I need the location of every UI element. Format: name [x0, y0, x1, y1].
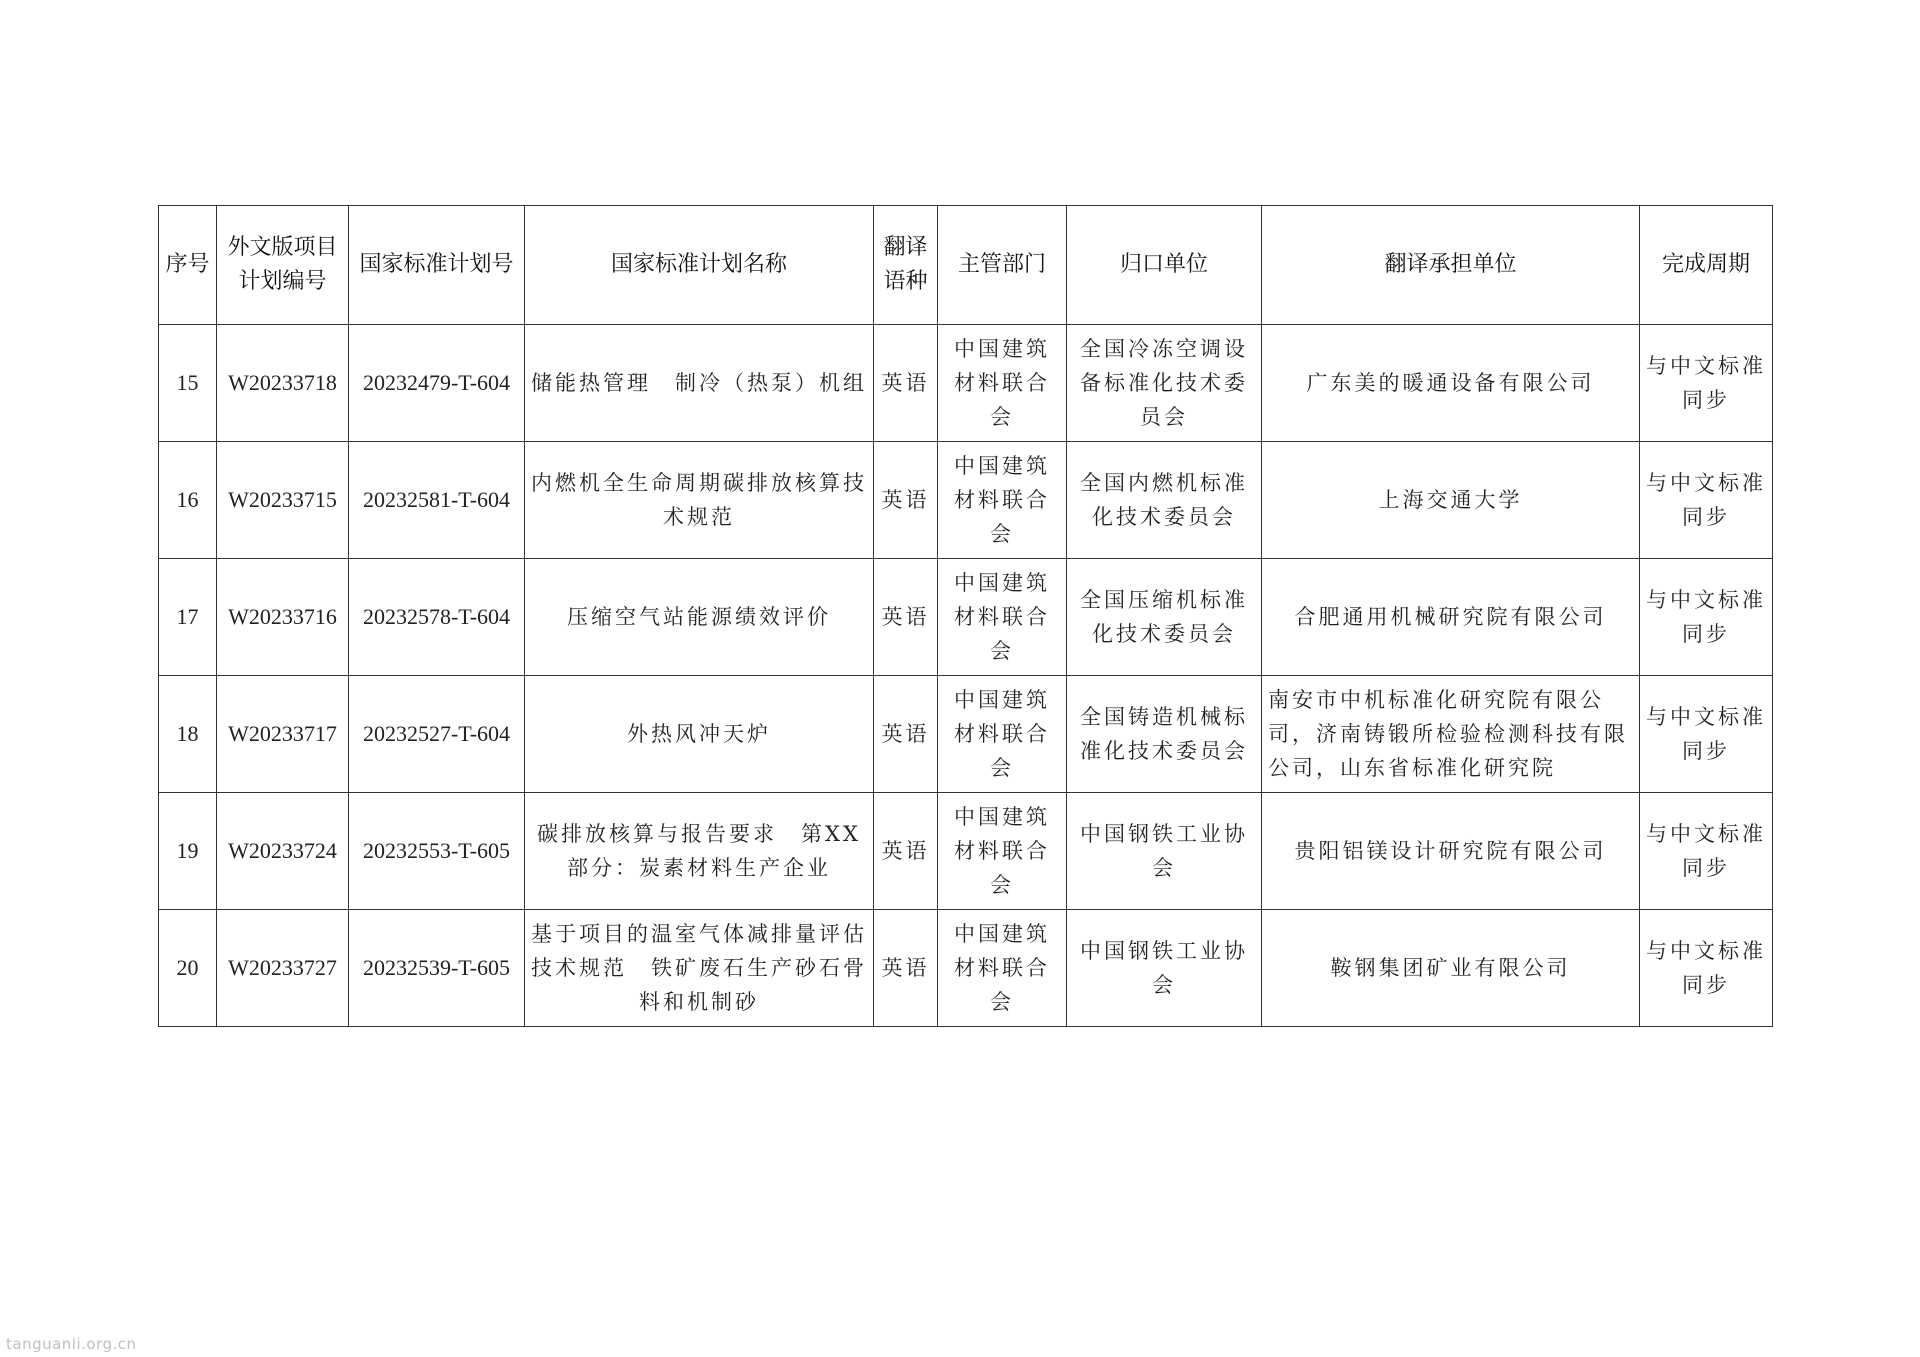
cell-centralized-unit: 中国钢铁工业协会: [1067, 910, 1262, 1027]
table-row: [159, 559, 1773, 676]
table-row: [159, 910, 1773, 1027]
cell-centralized-unit: 中国钢铁工业协会: [1067, 793, 1262, 910]
cell-department: 中国建筑材料联合会: [938, 325, 1067, 442]
col-header-period: 完成周期: [1640, 206, 1773, 325]
cell-seq: 15: [159, 325, 217, 442]
cell-period: 与中文标准同步: [1640, 910, 1773, 1027]
cell-foreign-plan-no: W20233717: [217, 676, 349, 793]
cell-seq: 19: [159, 793, 217, 910]
cell-seq: 18: [159, 676, 217, 793]
standards-table: [158, 205, 1773, 1027]
cell-centralized-unit: 全国铸造机械标准化技术委员会: [1067, 676, 1262, 793]
cell-centralized-unit: 全国内燃机标准化技术委员会: [1067, 442, 1262, 559]
cell-period: 与中文标准同步: [1640, 442, 1773, 559]
cell-name: 基于项目的温室气体减排量评估技术规范 铁矿废石生产砂石骨料和机制砂: [525, 910, 874, 1027]
cell-language: 英语: [874, 910, 938, 1027]
cell-centralized-unit: 全国冷冻空调设备标准化技术委员会: [1067, 325, 1262, 442]
cell-name: 储能热管理 制冷（热泵）机组: [525, 325, 874, 442]
cell-period: 与中文标准同步: [1640, 676, 1773, 793]
cell-department: 中国建筑材料联合会: [938, 910, 1067, 1027]
site-watermark: tanguanli.org.cn: [6, 1335, 137, 1353]
col-header-centralized-unit: 归口单位: [1067, 206, 1262, 325]
cell-translator: 鞍钢集团矿业有限公司: [1262, 910, 1640, 1027]
cell-national-plan-no: 20232539-T-605: [349, 910, 525, 1027]
cell-name: 压缩空气站能源绩效评价: [525, 559, 874, 676]
cell-department: 中国建筑材料联合会: [938, 676, 1067, 793]
col-header-national-plan-no: 国家标准计划号: [349, 206, 525, 325]
cell-national-plan-no: 20232578-T-604: [349, 559, 525, 676]
header-row: [159, 206, 1773, 325]
cell-foreign-plan-no: W20233715: [217, 442, 349, 559]
cell-name: 碳排放核算与报告要求 第XX部分：炭素材料生产企业: [525, 793, 874, 910]
cell-language: 英语: [874, 442, 938, 559]
cell-translator: 上海交通大学: [1262, 442, 1640, 559]
cell-foreign-plan-no: W20233718: [217, 325, 349, 442]
col-header-name: 国家标准计划名称: [525, 206, 874, 325]
cell-national-plan-no: 20232479-T-604: [349, 325, 525, 442]
cell-period: 与中文标准同步: [1640, 325, 1773, 442]
cell-department: 中国建筑材料联合会: [938, 559, 1067, 676]
col-header-seq: 序号: [159, 206, 217, 325]
cell-translator: 贵阳铝镁设计研究院有限公司: [1262, 793, 1640, 910]
cell-national-plan-no: 20232553-T-605: [349, 793, 525, 910]
cell-name: 外热风冲天炉: [525, 676, 874, 793]
cell-seq: 20: [159, 910, 217, 1027]
cell-language: 英语: [874, 559, 938, 676]
cell-translator: 合肥通用机械研究院有限公司: [1262, 559, 1640, 676]
cell-seq: 17: [159, 559, 217, 676]
cell-national-plan-no: 20232581-T-604: [349, 442, 525, 559]
cell-foreign-plan-no: W20233724: [217, 793, 349, 910]
cell-name: 内燃机全生命周期碳排放核算技术规范: [525, 442, 874, 559]
cell-language: 英语: [874, 325, 938, 442]
cell-period: 与中文标准同步: [1640, 559, 1773, 676]
cell-foreign-plan-no: W20233716: [217, 559, 349, 676]
cell-foreign-plan-no: W20233727: [217, 910, 349, 1027]
cell-language: 英语: [874, 676, 938, 793]
col-header-department: 主管部门: [938, 206, 1067, 325]
table-row: [159, 676, 1773, 793]
col-header-foreign-plan-no: 外文版项目计划编号: [217, 206, 349, 325]
table-row: [159, 793, 1773, 910]
table-row: [159, 325, 1773, 442]
col-header-language: 翻译语种: [874, 206, 938, 325]
cell-department: 中国建筑材料联合会: [938, 793, 1067, 910]
cell-centralized-unit: 全国压缩机标准化技术委员会: [1067, 559, 1262, 676]
cell-department: 中国建筑材料联合会: [938, 442, 1067, 559]
col-header-translator: 翻译承担单位: [1262, 206, 1640, 325]
cell-seq: 16: [159, 442, 217, 559]
cell-language: 英语: [874, 793, 938, 910]
cell-national-plan-no: 20232527-T-604: [349, 676, 525, 793]
cell-translator: 广东美的暖通设备有限公司: [1262, 325, 1640, 442]
cell-period: 与中文标准同步: [1640, 793, 1773, 910]
cell-translator: 南安市中机标准化研究院有限公司，济南铸锻所检验检测科技有限公司，山东省标准化研究院: [1262, 676, 1640, 793]
table-row: [159, 442, 1773, 559]
